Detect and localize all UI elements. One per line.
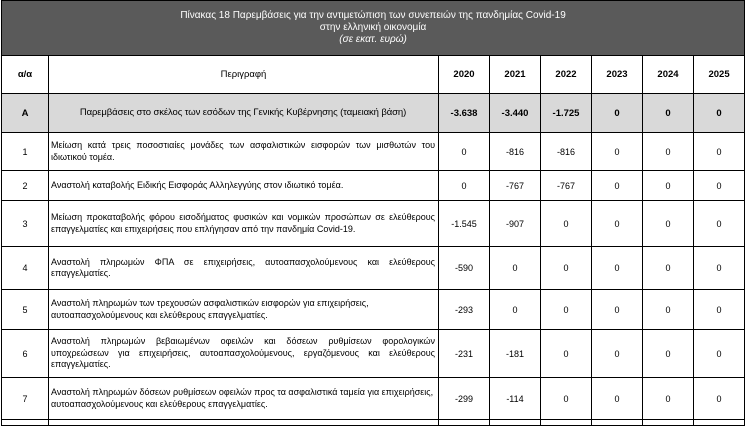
summary-description: Παρεμβάσεις στο σκέλος των εσόδων της Γενικής Κυβέρνησης (ταμειακή βάση) xyxy=(49,94,439,133)
title-line-1: Πίνακας 18 Παρεμβάσεις για την αντιμετώπιση των συνεπειών της πανδημίας Covid-19 xyxy=(180,10,566,21)
partial-cell xyxy=(643,420,694,426)
table-row xyxy=(2,171,745,201)
row-value: 0 xyxy=(694,290,745,330)
row-value: 0 xyxy=(694,171,745,201)
partial-cell xyxy=(49,420,439,426)
table-row xyxy=(2,330,745,378)
table-row xyxy=(2,378,745,420)
row-value: 0 xyxy=(592,330,643,378)
row-value: -907 xyxy=(490,201,541,247)
row-value: -293 xyxy=(439,290,490,330)
row-value: -590 xyxy=(439,247,490,290)
summary-value: 0 xyxy=(643,94,694,133)
header-year: 2024 xyxy=(643,56,694,94)
row-value: 0 xyxy=(592,247,643,290)
partial-cell xyxy=(694,420,745,426)
summary-row xyxy=(2,94,745,133)
row-value: -231 xyxy=(439,330,490,378)
row-value: 0 xyxy=(694,330,745,378)
row-description: Αναστολή πληρωμών των τρεχουσών ασφαλιστικών εισφορών για επιχειρήσεις, αυτοαπασχολούμενους και ελεύθερους επαγγελματίες. xyxy=(49,290,439,330)
row-value: -767 xyxy=(490,171,541,201)
row-value: 0 xyxy=(541,247,592,290)
row-value: 0 xyxy=(592,133,643,171)
row-id: 4 xyxy=(2,247,49,290)
table-row-partial xyxy=(2,420,745,426)
row-value: 0 xyxy=(541,290,592,330)
row-id: 6 xyxy=(2,330,49,378)
row-value: 0 xyxy=(439,171,490,201)
partial-cell xyxy=(2,420,49,426)
row-value: 0 xyxy=(541,378,592,420)
summary-id: Α xyxy=(2,94,49,133)
summary-value: 0 xyxy=(694,94,745,133)
title-line-3: (σε εκατ. ευρώ) xyxy=(339,34,407,45)
table-title xyxy=(2,1,745,56)
summary-value: -3.440 xyxy=(490,94,541,133)
table-row xyxy=(2,247,745,290)
summary-value: -3.638 xyxy=(439,94,490,133)
row-value: -1.545 xyxy=(439,201,490,247)
row-value: -114 xyxy=(490,378,541,420)
row-value: -181 xyxy=(490,330,541,378)
row-id: 7 xyxy=(2,378,49,420)
partial-cell xyxy=(490,420,541,426)
measures-table xyxy=(1,0,745,426)
row-value: 0 xyxy=(592,378,643,420)
summary-value: -1.725 xyxy=(541,94,592,133)
row-value: 0 xyxy=(592,171,643,201)
row-value: -816 xyxy=(490,133,541,171)
row-value: 0 xyxy=(643,378,694,420)
row-value: -299 xyxy=(439,378,490,420)
header-year: 2023 xyxy=(592,56,643,94)
row-description: Μείωση προκαταβολής φόρου εισοδήματος φυσικών και νομικών προσώπων σε ελεύθερους επαγγελματίες και επιχειρήσεις που επλήγησαν από την πανδημία Covid-19. xyxy=(49,201,439,247)
row-description: Αναστολή καταβολής Ειδικής Εισφοράς Αλληλεγγύης στον ιδιωτικό τομέα. xyxy=(49,171,439,201)
partial-cell xyxy=(592,420,643,426)
row-value: 0 xyxy=(694,133,745,171)
header-year: 2025 xyxy=(694,56,745,94)
header-id: α/α xyxy=(2,56,49,94)
row-description: Μείωση κατά τρεις ποσοστιαίες μονάδες των ασφαλιστικών εισφορών των μισθωτών του ιδιωτικού τομέα. xyxy=(49,133,439,171)
row-description: Αναστολή πληρωμών δόσεων ρυθμίσεων οφειλών προς τα ασφαλιστικά ταμεία για επιχειρήσεις, αυτοαπασχολούμενους και ελεύθερους επαγγελματίες. xyxy=(49,378,439,420)
row-value: 0 xyxy=(643,201,694,247)
row-value: 0 xyxy=(643,133,694,171)
row-value: 0 xyxy=(643,247,694,290)
row-id: 3 xyxy=(2,201,49,247)
row-value: 0 xyxy=(694,201,745,247)
summary-value: 0 xyxy=(592,94,643,133)
row-value: 0 xyxy=(694,378,745,420)
row-id: 5 xyxy=(2,290,49,330)
table-row xyxy=(2,133,745,171)
title-line-2: στην ελληνική οικονομία xyxy=(319,22,427,33)
header-description: Περιγραφή xyxy=(49,56,439,94)
table-container xyxy=(1,0,744,426)
row-value: 0 xyxy=(592,290,643,330)
row-value: 0 xyxy=(439,133,490,171)
row-value: 0 xyxy=(643,171,694,201)
row-value: -816 xyxy=(541,133,592,171)
row-description: Αναστολή πληρωμών ΦΠΑ σε επιχειρήσεις, αυτοαπασχολούμενους και ελεύθερους επαγγελματίες. xyxy=(49,247,439,290)
row-value: -767 xyxy=(541,171,592,201)
header-row xyxy=(2,56,745,94)
row-value: 0 xyxy=(643,290,694,330)
header-year: 2022 xyxy=(541,56,592,94)
row-value: 0 xyxy=(490,247,541,290)
row-value: 0 xyxy=(490,290,541,330)
header-year: 2021 xyxy=(490,56,541,94)
table-row xyxy=(2,201,745,247)
row-id: 2 xyxy=(2,171,49,201)
partial-cell xyxy=(439,420,490,426)
row-value: 0 xyxy=(592,201,643,247)
table-row xyxy=(2,290,745,330)
partial-cell xyxy=(541,420,592,426)
row-value: 0 xyxy=(541,330,592,378)
row-value: 0 xyxy=(541,201,592,247)
row-description: Αναστολή πληρωμών βεβαιωμένων οφειλών και δόσεων ρυθμίσεων φορολογικών υποχρεώσεων για επιχειρήσεις, αυτοαπασχολούμενους, εργαζόμενους και ελεύθερους επαγγελματίες. xyxy=(49,330,439,378)
header-year: 2020 xyxy=(439,56,490,94)
row-value: 0 xyxy=(643,330,694,378)
row-value: 0 xyxy=(694,247,745,290)
row-id: 1 xyxy=(2,133,49,171)
